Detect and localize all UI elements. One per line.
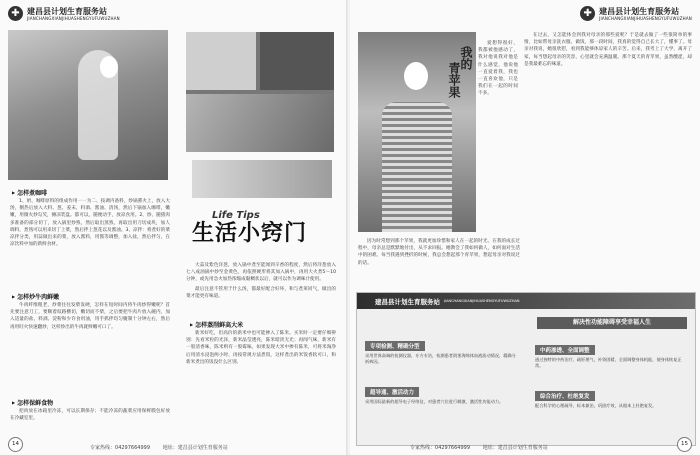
ad-item: 中药渗透、全面调整 通过独特的中药治疗，疏肝理气，补肾固精，全面调整身体机能，使身体恢复正常。 bbox=[535, 337, 687, 369]
address: 建昌县计划生育服务站 bbox=[497, 445, 548, 451]
page-number: 14 bbox=[8, 437, 23, 452]
section-body: 牛肉纤维粗老，炒菜往往发柴发硬，怎样在短时间内将牛肉炒得嫩呢？首先要注意刀工，要顺着纹路横切，嫩切而不柴，之后要把牛肉片放入碗内，加入适量的盐、料酒、淀粉和少许食用油，用手抓拌均匀腌制十分钟左右，然后再用旺火快速翻炒，这样炒出的牛肉就鲜嫩可口了。 bbox=[10, 303, 170, 330]
life-tips-cn: 生活小窍门 bbox=[192, 221, 308, 246]
section-title: ▶ 怎样蒸削鲜高大米 bbox=[190, 320, 243, 329]
ad-slogan: 解决性功能障碍享受幸福人生 bbox=[537, 317, 687, 329]
right-page bbox=[350, 0, 700, 455]
left-page bbox=[0, 0, 349, 455]
right-header bbox=[580, 6, 692, 21]
collage-tile bbox=[186, 32, 256, 90]
section-title: ▶ 怎样煮咖啡 bbox=[12, 188, 47, 197]
clinic-advertisement bbox=[356, 292, 696, 446]
life-tips-heading bbox=[192, 210, 307, 247]
kitchen-collage-photo bbox=[186, 32, 334, 152]
recipe-column: 大蒜及紫色洋葱，放入锅中煮至能闻到辛香的程度，然后将洋葱放入七八成油锅中炒至金黄色，再依照硬形将其加入锅中，再用大火煮5～10分钟，或先用急火加热浓缩成黏稠状以后，就可以作为调味汁使用。 最后注意不管用于什么汤，都最好配合好坏，和与煮莱同气，做出的菜才能更有味道。 bbox=[186, 263, 336, 299]
org-name-en: JIANCHANGXIANJIHUASHENGYUFUWUZHAN bbox=[27, 15, 120, 21]
intro-column: 爱想得很好，我都被他感动了，我对他说我对他是什么感觉，他说他一直爱着我，我也一直喜欢他，只是我们在一起的时间不多。 bbox=[478, 41, 518, 97]
section-body: 新米好吃，但高价的新米中也可能掺入了陈米。买米时一定要仔细辨别：先看米粒的光泽，新米晶莹透亮，陈米暗淡无光；再闻气味，新米有一股清香味，陈米则有一股霉味。如果发现大米中掺有陈米，可将米淘净后用清水浸泡两小时，再按常规方法煮饭，这样煮出的米饭香软可口，和新米煮出的饭没什么区别。 bbox=[186, 331, 336, 365]
page-number: 15 bbox=[677, 437, 692, 452]
section-body: 1、奶、咖啡原料的组成作用一一为二、按调内备料，炒锅熏火上，放入大汤，倒热后放入大料、葱、姜末，料酒、酱油、清汤，然后下锅加入咖啡，嫩嫩，用微火炒勾芡，摊凉装盘。都可以，随便动手，放凉食用。2、炒、随猪肉多准备的部分切丁，放入锅里炒熟，然后取出蒸熟，再取出用刀切成块，加人调料，煮熟可以用来切丁上菜，然后拌上葱花以及酱油。3、凉拌：将煮好的菜凉拌分类，用蒜做出来的菜，放入酱料，用酱等调整，加入盐，然后拌匀，在凉饮料中加的新鲜食材。 bbox=[10, 199, 170, 248]
blurred-face bbox=[100, 56, 118, 78]
collage-tile bbox=[186, 94, 334, 152]
org-logo-icon: ✚ bbox=[580, 6, 595, 21]
story-lower-column: 因为时常想到那个苹果，我就更加珍惜和家人在一起的时光。在我的成长过程中，母亲总是默默地付出，从不求回报。她教会了我如何做人，如何面对生活中的困难。每当我遇到挫折的时候，我总会想起那个青苹果，想起母亲对我说过的话。 bbox=[358, 239, 520, 266]
left-header bbox=[8, 6, 120, 21]
ad-header bbox=[357, 293, 695, 309]
page-footer: 专家热线：04297664999 地址：建昌县计划生育服务站 bbox=[90, 445, 228, 451]
collage-tile bbox=[260, 32, 334, 90]
woman-on-stairs-photo bbox=[8, 30, 168, 180]
article-title-line1: 我的 bbox=[459, 46, 473, 70]
section-title: ▶ 怎样炒牛肉鲜嫩 bbox=[12, 292, 59, 301]
ad-item: 综合治疗、杜绝复发 配合科学的心理疏导，标本兼治，巩固疗效，从根本上杜绝复发。 bbox=[535, 383, 687, 409]
life-tips-en: Life Tips bbox=[212, 210, 260, 221]
address: 建昌县计划生育服务站 bbox=[177, 445, 228, 451]
hotline: 04297664999 bbox=[115, 445, 151, 451]
article-title-line2: 青苹果 bbox=[447, 62, 461, 98]
org-name: 建昌县计划生育服务站 bbox=[599, 6, 680, 16]
section-body: 把肉放在冰箱里冷冻，可以长期保存；不能冷冻的蔬菜应用保鲜膜包好放在冷藏室里。 bbox=[10, 409, 170, 422]
ad-org-name-en: JIANCHANGXIANJIHUASHENGYUFUWUZHAN bbox=[444, 299, 520, 303]
ad-item: 专项检测、精确分型 采用世界高端的检测仪器，专方专治，检测患者阴茎海绵体血液流动情况，精确分析病因。 bbox=[365, 333, 517, 365]
org-name-en: JIANCHANGXIANJIHUASHENGYUFUWUZHAN bbox=[599, 15, 692, 21]
org-name: 建昌县计划生育服务站 bbox=[27, 6, 107, 16]
ad-org-name: 建昌县计划生育服务站 bbox=[375, 297, 440, 306]
book-lamp-photo bbox=[192, 160, 332, 198]
section-title: ▶ 怎样保鲜食物 bbox=[12, 398, 53, 407]
ad-item: 超导通、激活动力 采用国际最新的超导电子经络仪，对患者穴位进行刺激，激活性功能动力。 bbox=[365, 379, 517, 405]
blurred-face bbox=[404, 62, 428, 90]
story-column: 在过去，又怎能体会到我对母亲的那些爱呢？于是就去做了一些很简单的事情，比如帮母亲洗衣服、做饭，那一段时间，我真的觉得自己长大了，懂事了。母亲对我说，她很欣慰，看到我能够体谅家人的辛苦。后来，我考上了大学，离开了家，每当想起母亲的笑容，心里就会充满温暖。那个夏天的青苹果，虽然酸涩，却是我最难忘的味道。 bbox=[524, 33, 692, 67]
org-logo-icon: ✚ bbox=[8, 6, 23, 21]
page-footer: 专家热线：04297664999 地址：建昌县计划生育服务站 bbox=[410, 445, 548, 451]
hotline: 04297664999 bbox=[435, 445, 471, 451]
